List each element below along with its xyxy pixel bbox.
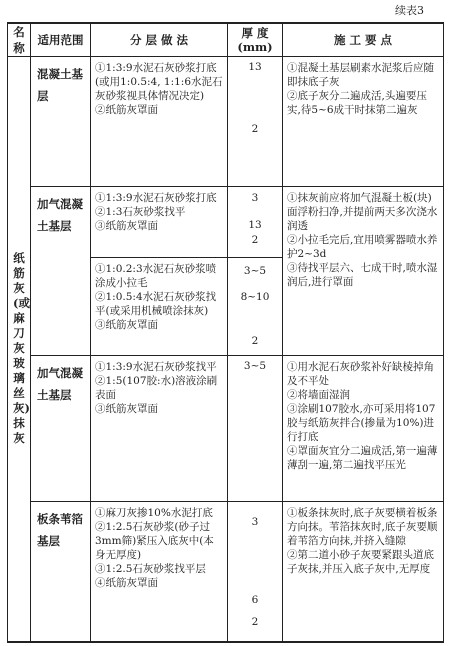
thickness-value: 2 bbox=[251, 234, 259, 246]
layering-cell bbox=[91, 57, 228, 187]
thickness-value: 3 bbox=[251, 192, 259, 204]
continued-label: 续表3 bbox=[395, 4, 424, 17]
point-item: ①板条抹灰时,底子灰要横着板条方向抹。苇箔抹灰时,底子灰要顺着苇箔方向抹,并挤入缝隙 bbox=[287, 507, 438, 547]
point-item: ①抹灰前应将加气混凝土板(块)面浮粉扫净,并提前两天多次浇水润透 bbox=[287, 192, 438, 232]
point-item: ③涂刷107胶水,亦可采用将107胶与纸筋灰拌合(掺量为10%)进行打底 bbox=[287, 403, 436, 443]
scope-cell: 板条苇箔基层 bbox=[31, 502, 91, 642]
layering-cell bbox=[91, 356, 228, 502]
thickness-value: 3~5 bbox=[243, 360, 267, 372]
layering-step: ④纸筋灰罩面 bbox=[95, 577, 158, 589]
layering-step: ②1:0.5:4水泥石灰砂浆找平(或采用机械喷涂抹灰) bbox=[95, 290, 217, 317]
point-item: ②底子灰分二遍成活,头遍要压实,待5~6成干时抹第二遍灰 bbox=[287, 90, 427, 116]
point-item: ②将墙面湿润 bbox=[287, 389, 350, 401]
layering-cell bbox=[91, 257, 228, 355]
points-cell bbox=[283, 187, 444, 356]
header-layering: 分 层 做 法 bbox=[91, 23, 228, 57]
point-item: ④罩面灰宜分二遍成活,第一遍薄薄刮一遍,第二遍找平压光 bbox=[287, 445, 438, 471]
thickness-value: 3 bbox=[251, 516, 259, 528]
plaster-spec-table bbox=[7, 22, 444, 643]
thickness-cell bbox=[228, 257, 283, 355]
layering-step: ③纸筋灰罩面 bbox=[95, 403, 158, 415]
layering-step: ①1:3:9水泥石灰砂浆打底 bbox=[95, 192, 217, 204]
thickness-value: 2 bbox=[251, 334, 259, 347]
layering-step: ②1:3石灰砂浆找平 bbox=[95, 206, 186, 218]
point-item: ①用水泥石灰砂浆补好缺棱掉角及不平处 bbox=[287, 361, 434, 387]
table-row bbox=[8, 57, 444, 187]
layering-cell bbox=[91, 187, 228, 257]
points-cell bbox=[283, 502, 444, 642]
points-cell bbox=[283, 356, 444, 502]
point-item: ①混凝土基层刷素水泥浆后应随即抹底子灰 bbox=[287, 62, 434, 88]
thickness-value: 3~5 bbox=[243, 264, 267, 277]
thickness-value: 6 bbox=[251, 594, 259, 606]
header-row bbox=[8, 23, 444, 57]
table-row bbox=[8, 356, 444, 502]
scope-cell: 加气混凝土基层 bbox=[31, 187, 91, 356]
scope-cell: 混凝土基层 bbox=[31, 57, 91, 187]
thickness-value: 8~10 bbox=[240, 290, 270, 303]
scope-cell: 加气混凝土基层 bbox=[31, 356, 91, 502]
table-row bbox=[8, 187, 444, 356]
header-name: 名称 bbox=[8, 23, 31, 57]
thickness-value: 13 bbox=[248, 219, 262, 231]
thickness-cell bbox=[228, 187, 283, 257]
header-points: 施 工 要 点 bbox=[283, 23, 444, 57]
layering-step: ①1:3:9水泥石灰砂浆找平 bbox=[95, 361, 217, 373]
layering-step: ②1:2.5石灰砂浆(砂子过3mm筛)紧压入底灰中(本身无厚度) bbox=[95, 521, 214, 561]
category-name: 纸筋灰(或麻刀灰玻璃丝灰)抹灰 bbox=[8, 57, 31, 642]
thickness-value: 13 bbox=[248, 61, 262, 73]
thickness-value: 2 bbox=[251, 123, 259, 135]
thickness-value: 2 bbox=[251, 616, 259, 628]
table-row bbox=[8, 502, 444, 642]
header-thickness: 厚 度 (mm) bbox=[228, 23, 283, 57]
layering-step: ③纸筋灰罩面 bbox=[95, 220, 158, 232]
layering-step: ①麻刀灰掺10%水泥打底 bbox=[95, 507, 213, 519]
point-item: ②小拉毛完后,宜用喷雾器喷水养护2~3d bbox=[287, 234, 438, 260]
thickness-cell bbox=[228, 502, 283, 642]
layering-cell bbox=[91, 502, 228, 642]
thickness-cell bbox=[228, 356, 283, 502]
point-item: ③待找平层六、七成干时,喷水湿润后,进行罩面 bbox=[287, 262, 438, 288]
layering-group bbox=[91, 187, 283, 356]
layering-step: ②1:5(107胶:水)溶液涂刷表面 bbox=[95, 375, 218, 401]
point-item: ②第二道小砂子灰要紧跟头道底子灰抹,并压入底子灰中,无厚度 bbox=[287, 549, 434, 575]
points-cell bbox=[283, 57, 444, 187]
layering-step: ③纸筋灰罩面 bbox=[95, 318, 158, 331]
layering-step: ②纸筋灰罩面 bbox=[95, 104, 158, 116]
layering-step: ①1:3:9水泥石灰砂浆打底(或用1:0.5:4, 1:1:6水泥石灰砂浆视具体情况决定) bbox=[95, 62, 223, 102]
layering-step: ③1:2.5石灰砂浆找平层 bbox=[95, 563, 206, 575]
header-scope: 适用范围 bbox=[31, 23, 91, 57]
layering-step: ①1:0.2:3水泥石灰砂浆喷涂成小拉毛 bbox=[95, 262, 217, 289]
thickness-cell bbox=[228, 57, 283, 187]
